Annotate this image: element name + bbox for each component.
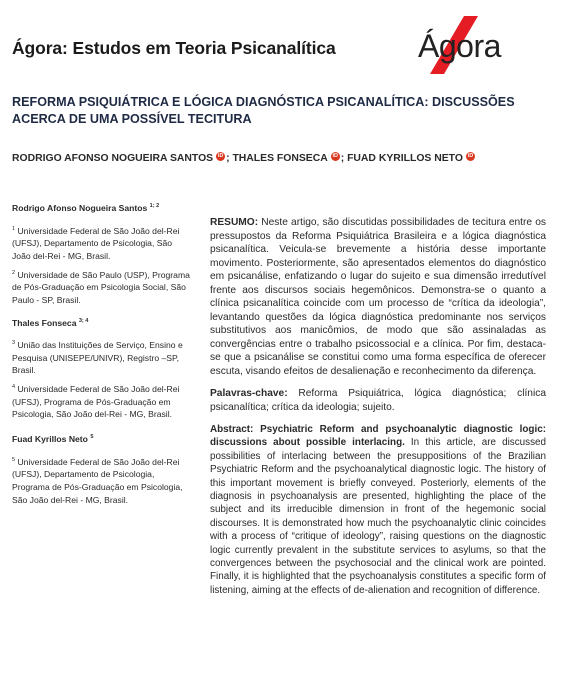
keywords-label: Palavras-chave:: [210, 388, 288, 399]
english-abstract-label: Abstract: Psychiatric Reform and psychoanalytic diagnostic logic: discussions about possible interlacing.: [210, 424, 546, 449]
affiliation-block: [12, 431, 192, 506]
affiliation-author-name: Fuad Kyrillos Neto $^5$: [12, 433, 94, 444]
author-separator: ;: [226, 153, 233, 164]
english-abstract-section: [210, 423, 546, 597]
keywords-section: [210, 387, 546, 414]
orcid-icon[interactable]: [331, 152, 340, 161]
author-name: FUAD KYRILLOS NETO: [347, 153, 463, 164]
affiliation-author-name: Rodrigo Afonso Nogueira Santos $^{1; 2}$: [12, 202, 160, 213]
journal-logo: [412, 14, 522, 76]
affiliation-item: $^4$ Universidade Federal de São João del-Rei (UFSJ), Programa de Pós-Graduação em Psicologia, São João del-Rei - MG, Brasil.: [12, 383, 180, 420]
english-abstract-text: In this article, are discussed possibilities of interlacing between the presuppositions of the Brazilian Psychiatric Reform and the psychoanalytical diagnostic logic. The history of this important movement is briefly conveyed. Posteriorly, elements of the diagnosis in psychoanalysis are presented, highlighting the place of the subject and its irreducible dimension in front of the hegemonic social discourses. It is demonstrated how much the psychoanalytic clinic coincides with a process of “critique of ideology”, raising questions on the diagnostic logic currently prevalent in the substitute services to asylums, so that the convergences between the psychosocial and the clinical work are pointed. Finally, it is highlighted that the psychoanalysis constitutes a specific form of listening, aiming at the effects of de-alienation and recognition of difference.: [210, 437, 547, 596]
affiliation-item: $^2$ Universidade de São Paulo (USP), Programa de Pós-Graduação em Psicologia Social, São Paulo - SP, Brasil.: [12, 269, 190, 305]
logo-text: Ágora: [418, 28, 501, 64]
affiliation-item: $^5$ Universidade Federal de São João del-Rei (UFSJ), Departamento de Psicologia, Programa de Pós-Graduação em Psicologia, São João del-Rei - MG, Brasil.: [12, 456, 183, 505]
affiliation-block: [12, 200, 192, 307]
affiliation-author-name: Thales Fonseca $^{3; 4}$: [12, 317, 89, 328]
affiliation-item: $^1$ Universidade Federal de São João del-Rei (UFSJ), Departamento de Psicologia, São João del-Rei - MG, Brasil.: [12, 225, 180, 261]
author-line: [12, 152, 552, 164]
orcid-icon[interactable]: [216, 152, 225, 161]
author-name: RODRIGO AFONSO NOGUEIRA SANTOS: [12, 153, 214, 164]
article-title: REFORMA PSIQUIÁTRICA E LÓGICA DIAGNÓSTICA PSICANALÍTICA: DISCUSSÕES ACERCA DE UMA POSSÍVEL TECITURA: [12, 95, 515, 126]
affiliation-item: $^3$ União das Instituições de Serviço, Ensino e Pesquisa (UNISEPE/UNIVR), Registro –SP, Brasil.: [12, 339, 183, 376]
keywords-text: Reforma Psiquiátrica, lógica diagnóstica; clínica psicanalítica; crítica da ideologia; sujeito.: [210, 388, 546, 413]
resumo-label: RESUMO:: [210, 217, 259, 228]
affiliation-block: [12, 315, 192, 422]
journal-title: Ágora: Estudos em Teoria Psicanalítica: [12, 38, 336, 58]
resumo-section: [210, 216, 546, 378]
author-separator: ;: [340, 153, 348, 164]
orcid-icon[interactable]: [466, 152, 475, 161]
abstract-column: [210, 216, 546, 606]
author-name: THALES FONSECA: [232, 153, 328, 164]
affiliations-column: [12, 200, 192, 510]
resumo-text: Neste artigo, são discutidas possibilidades de tecitura entre os pressupostos da Reforma Psiquiátrica Brasileira e a lógica diagnóstica psicanalítica. Veicula-se brevemente a história desse importante movimento. Posteriormente, são apresentados elementos do diagnóstico em psicanálise, enfatizando o lugar do sujeito e sua dimensão irredutível frente aos discursos sociais hegemônicos. Demonstra-se o quanto a clínica psicanalítica coincide com um processo de “crítica da ideologia”, levantando questões da lógica diagnóstica predominante nos serviços substitutivos aos manicômios, de modo que são assinaladas as convergências entre o trabalho psicossocial e a clínica. Por fim, destaca-se que a psicanálise se constitui como uma forma específica de oferecer escuta, visando efeitos de desalienação e reconhecimento da diferença.: [210, 217, 546, 377]
